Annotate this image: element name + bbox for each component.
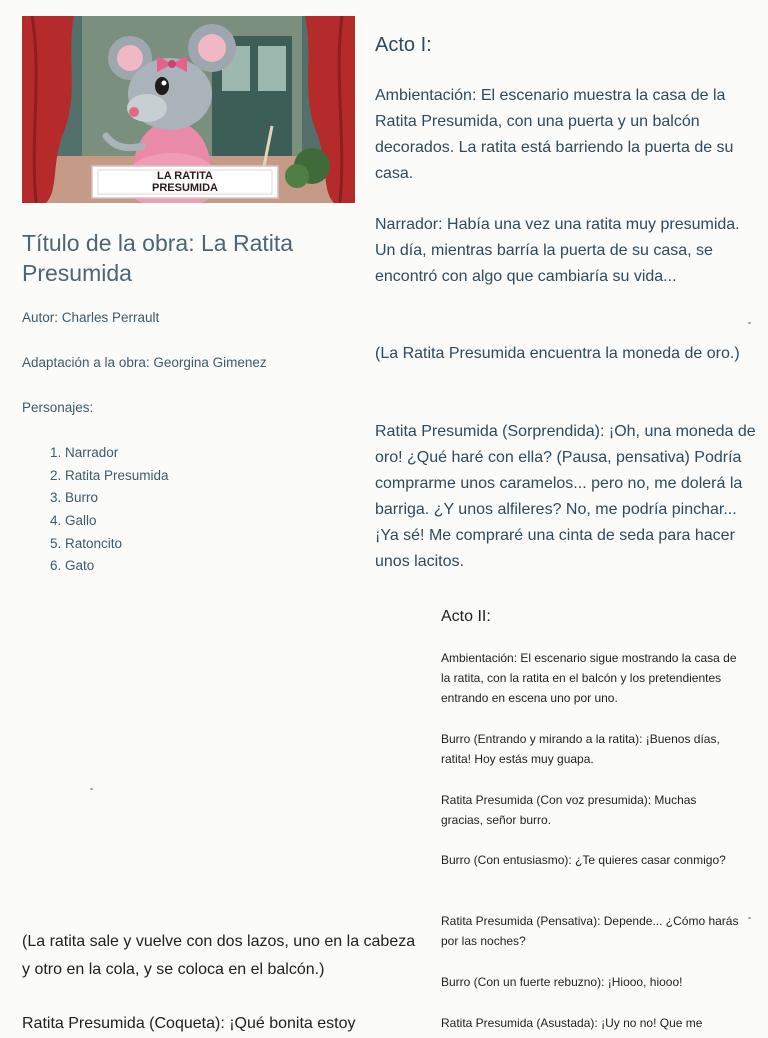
act1-narrator: Narrador: Había una vez una ratita muy presumida. Un día, mientras barría la puerta de su casa, se encontró con algo que cambiaría su vida... xyxy=(375,216,740,285)
act1-stage-direction: (La Ratita Presumida encuentra la moneda de oro.) xyxy=(375,345,740,362)
author-line: Autor: Charles Perrault xyxy=(22,310,160,325)
list-item: 3. Burro xyxy=(50,490,99,506)
act2-setting: Ambientación: El escenario sigue mostrando la casa de la ratita, con la ratita en el balcón y los pretendientes entrando en escena uno por uno. xyxy=(441,651,737,705)
list-item: 4. Gallo xyxy=(50,513,97,529)
cover-title-line1: LA RATITA xyxy=(156,170,214,182)
act2-burro-line: Burro (Entrando y mirando a la ratita): ¡Buenos días, ratita! Hoy estás muy guapa. xyxy=(441,732,720,766)
act2-ratita-question: Ratita Presumida (Pensativa): Depende... ¿Cómo harás por las noches? xyxy=(441,914,739,948)
list-item: 2. Ratita Presumida xyxy=(50,467,169,483)
cover-title-line2: PRESUMIDA xyxy=(151,182,219,194)
act2-ratita-line: Ratita Presumida (Con voz presumida): Muchas gracias, señor burro. xyxy=(441,793,697,827)
play-title: Título de la obra: La Ratita Presumida xyxy=(22,230,294,286)
act1-setting: Ambientación: El escenario muestra la casa de la Ratita Presumida, con una puerta y un balcón decorados. La ratita está barriendo la puerta de su casa. xyxy=(375,87,734,182)
list-item: 5. Ratoncito xyxy=(50,535,123,551)
scan-speck xyxy=(748,917,751,919)
list-item: 6. Gato xyxy=(50,558,95,574)
characters-list xyxy=(50,442,169,578)
act1-ratita-line: Ratita Presumida (Sorprendida): ¡Oh, una moneda de oro! ¿Qué haré con ella? (Pausa, pensativa) Podría comprarme unos caramelos... pero no, me dolerá la barriga. ¿Y unos alfileres? No, me podría pinchar... ¡Ya sé! Me compraré una cinta de seda para hacer unos lacitos. xyxy=(375,423,756,570)
act2-burro-proposal: Burro (Con entusiasmo): ¿Te quieres casar conmigo? xyxy=(441,853,726,867)
bottom-dialogue: Ratita Presumida (Coqueta): ¡Qué bonita estoy xyxy=(22,1015,356,1032)
act2-ratita-scared: Ratita Presumida (Asustada): ¡Uy no no! Que me xyxy=(441,1016,703,1030)
adaptation-line: Adaptación a la obra: Georgina Gimenez xyxy=(22,355,267,370)
characters-label: Personajes: xyxy=(22,400,94,415)
scan-speck xyxy=(90,788,93,790)
act2-heading: Acto II: xyxy=(441,608,491,625)
act2-burro-bray: Burro (Con un fuerte rebuzno): ¡Hiooo, hiooo! xyxy=(441,975,683,989)
act1-heading: Acto I: xyxy=(375,34,432,56)
ratita-illustration xyxy=(22,16,355,203)
list-item: 1. Narrador xyxy=(50,445,119,460)
cover-illustration xyxy=(22,16,355,203)
scan-speck xyxy=(748,322,751,324)
bottom-stage-direction: (La ratita sale y vuelve con dos lazos, uno en la cabeza y otro en la cola, y se coloca en el balcón.) xyxy=(22,933,416,978)
